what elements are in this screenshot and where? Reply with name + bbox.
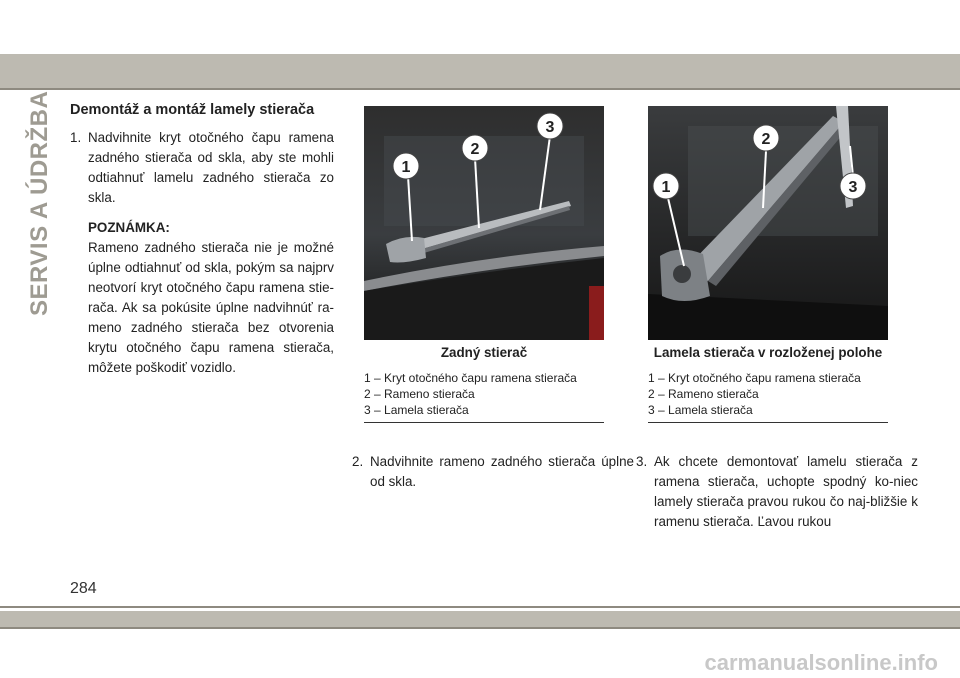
figure-1-legend — [364, 370, 604, 423]
step-3-text: Ak chcete demontovať lamelu stierača z ramena stierača, uchopte spodný ko-niec lamely stierača pravou rukou čo naj-bližšie k ramenu stierača. Ľavou rukou — [654, 454, 918, 529]
legend-item: 1 – Kryt otočného čapu ramena stierača — [364, 371, 577, 385]
legend-item: 1 – Kryt otočného čapu ramena stierača — [648, 371, 861, 385]
figure-2-caption: Lamela stierača v rozloženej polohe — [653, 345, 883, 360]
footer-rule-top — [0, 606, 960, 608]
section-tab: SERVIS A ÚDRŽBA — [26, 90, 53, 316]
section-heading: Demontáž a montáž lamely stierača — [70, 102, 315, 118]
callout-3: 3 — [545, 119, 555, 136]
figure-1-caption: Zadný stierač — [440, 345, 528, 360]
step-3-number: 3. — [636, 454, 648, 469]
header-rule — [0, 88, 960, 90]
note-title: POZNÁMKA: — [88, 220, 170, 235]
header-band — [0, 54, 960, 88]
page-number: 284 — [70, 580, 97, 597]
note-block — [70, 218, 334, 378]
step-2-number: 2. — [352, 454, 364, 469]
figure-2-legend — [648, 370, 888, 423]
step-3 — [636, 452, 918, 532]
watermark: carmanualsonline.info — [704, 650, 938, 675]
callout-1: 1 — [661, 179, 671, 196]
legend-item: 3 – Lamela stierača — [648, 403, 753, 417]
note-text: Rameno zadného stierača nie je možné úplne odtiahnuť od skla, pokým sa najprv neotvorí kryt otočného čapu ramena stie-rača. Ak sa pokúsite úplne nadvihnúť ra-meno zadného stierača bez otvorenia krytu otočného čapu ramena stierača, môžete poškodiť vozidlo. — [88, 240, 334, 375]
callout-3: 3 — [848, 179, 858, 196]
legend-item: 3 – Lamela stierača — [364, 403, 469, 417]
left-column — [70, 100, 334, 378]
rear-wiper-photo — [364, 106, 604, 340]
raised-wiper-photo — [648, 106, 888, 340]
step-1 — [70, 128, 334, 208]
legend-item: 2 – Rameno stierača — [364, 387, 475, 401]
callout-2: 2 — [761, 131, 771, 148]
footer-rule-bottom — [0, 627, 960, 629]
callout-1: 1 — [401, 159, 411, 176]
step-1-text: Nadvihnite kryt otočného čapu ramena zadného stierača od skla, aby ste mohli odtiahnuť lamelu zadného stierača zo skla. — [88, 130, 334, 205]
step-2 — [352, 452, 634, 492]
step-1-number: 1. — [70, 130, 82, 145]
legend-item: 2 – Rameno stierača — [648, 387, 759, 401]
footer-band — [0, 611, 960, 627]
callout-2: 2 — [470, 141, 480, 158]
step-2-text: Nadvihnite rameno zadného stierača úplne od skla. — [370, 454, 634, 489]
